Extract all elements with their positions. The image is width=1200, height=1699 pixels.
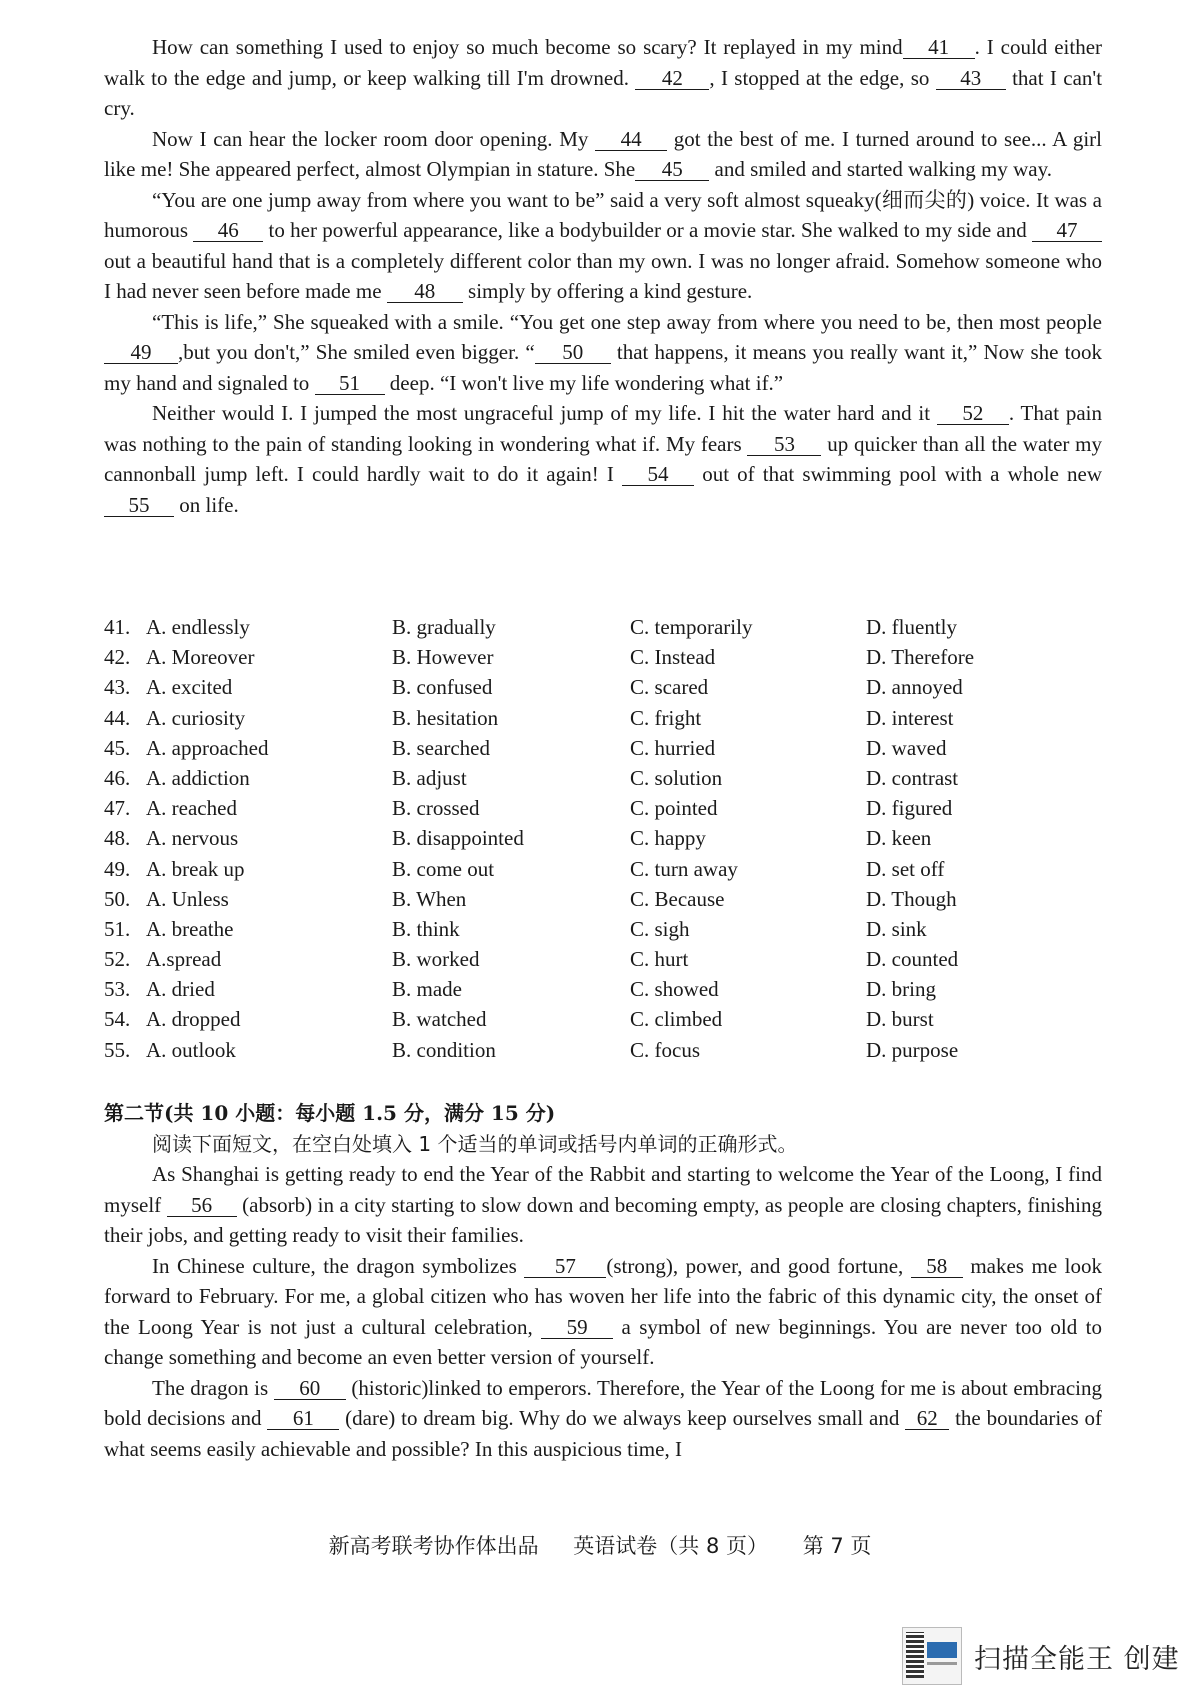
option-d[interactable]: D. interest [866, 705, 954, 730]
question-number: 49. [104, 856, 131, 881]
text: (strong), power, and good fortune, [606, 1253, 904, 1278]
option-row-47 [104, 793, 1102, 823]
option-b[interactable]: B. When [392, 886, 467, 911]
option-a[interactable]: A. endlessly [146, 615, 250, 639]
qr-code-icon [906, 1632, 924, 1678]
question-number: 41. [104, 615, 131, 639]
section-instruction: 阅读下面短文，在空白处填入 1 个适当的单词或括号内单词的正确形式。 [152, 1131, 798, 1156]
option-c[interactable]: C. sigh [630, 916, 690, 941]
question-number: 42. [104, 645, 131, 670]
option-row-53 [104, 974, 1102, 1004]
page-footer [0, 1530, 1200, 1560]
blank-56[interactable]: 56 [167, 1194, 237, 1217]
option-a[interactable]: A. curiosity [146, 705, 246, 730]
option-b[interactable]: B. watched [392, 1007, 487, 1032]
option-row-43 [104, 672, 1102, 702]
option-row-50 [104, 884, 1102, 914]
option-b[interactable]: B. However [392, 645, 494, 670]
question-number: 47. [104, 796, 131, 821]
option-c[interactable]: C. focus [630, 1037, 700, 1062]
option-d[interactable]: D. set off [866, 856, 945, 881]
blank-61[interactable]: 61 [267, 1407, 339, 1430]
blank-53[interactable]: 53 [747, 433, 821, 456]
option-row-49 [104, 854, 1102, 884]
section-2 [104, 1098, 1102, 1464]
option-d[interactable]: D. keen [866, 826, 932, 851]
option-c[interactable]: C. temporarily [630, 615, 753, 639]
text: “You are one jump away from where you want to be” said a very soft almost squeaky(细而尖的) voice. It was a humorous [104, 187, 1102, 242]
option-b[interactable]: B. crossed [392, 796, 480, 821]
option-a[interactable]: A. approached [146, 735, 269, 760]
option-b[interactable]: B. adjust [392, 765, 467, 790]
blank-41[interactable]: 41 [903, 36, 975, 59]
option-b[interactable]: B. gradually [392, 615, 496, 639]
blank-54[interactable]: 54 [622, 463, 694, 486]
question-number: 46. [104, 765, 131, 790]
scanner-logo-icon [902, 1627, 962, 1685]
blank-52[interactable]: 52 [937, 402, 1009, 425]
question-number: 51. [104, 916, 131, 941]
option-a[interactable]: A. breathe [146, 916, 234, 941]
paragraph-3 [104, 185, 1102, 307]
blank-51[interactable]: 51 [315, 372, 385, 395]
text: on life. [179, 492, 239, 517]
option-d[interactable]: D. contrast [866, 765, 959, 790]
paragraph-s2-3 [104, 1373, 1102, 1465]
options-list [104, 612, 1102, 1065]
option-a[interactable]: A. Unless [146, 886, 229, 911]
footer-page-number: 第 7 页 [802, 1534, 872, 1558]
option-row-51 [104, 914, 1102, 944]
blank-45[interactable]: 45 [635, 158, 709, 181]
option-row-54 [104, 1004, 1102, 1034]
paragraph-2 [104, 124, 1102, 185]
option-b[interactable]: B. hesitation [392, 705, 499, 730]
scanner-watermark [902, 1628, 1180, 1684]
text: deep. “I won't live my life wondering what if.” [389, 370, 784, 395]
badge-icon [927, 1642, 957, 1658]
option-c[interactable]: C. Because [630, 886, 725, 911]
option-a[interactable]: A. dried [146, 977, 215, 1002]
text: a symbol of new beginnings. You are never too old to change something and become an even better version of yourself. [104, 1314, 1102, 1369]
paragraph-5 [104, 398, 1102, 520]
option-a[interactable]: A. reached [146, 796, 237, 821]
option-b[interactable]: B. confused [392, 675, 493, 700]
option-row-45 [104, 733, 1102, 763]
blank-57[interactable]: 57 [524, 1255, 606, 1278]
option-a[interactable]: A. Moreover [146, 645, 255, 670]
footer-exam: 英语试卷（共 8 页） [573, 1534, 768, 1558]
option-d[interactable]: D. fluently [866, 615, 957, 639]
question-number: 53. [104, 977, 131, 1002]
text: the boundaries of what seems easily achievable and possible? In this auspicious time, I [104, 1406, 1103, 1461]
option-d[interactable]: D. bring [866, 977, 936, 1002]
option-row-44 [104, 703, 1102, 733]
blank-48[interactable]: 48 [387, 280, 463, 303]
option-d[interactable]: D. figured [866, 796, 953, 821]
option-a[interactable]: A. break up [146, 856, 245, 881]
option-c[interactable]: C. climbed [630, 1007, 723, 1032]
text: As Shanghai is getting ready to end the Year of the Rabbit and starting to welcome the Year of the Loong, I find myself [104, 1162, 1102, 1217]
watermark-text: 扫描全能王 创建 [974, 1643, 1180, 1675]
text: (dare) to dream big. Why do we always keep ourselves small and [345, 1406, 900, 1430]
option-b[interactable]: B. searched [392, 735, 490, 760]
option-c[interactable]: C. solution [630, 765, 723, 790]
option-c[interactable]: C. hurried [630, 735, 716, 760]
blank-43[interactable]: 43 [936, 67, 1006, 90]
paragraph-4 [104, 307, 1102, 399]
footer-publisher: 新高考联考协作体出品 [328, 1534, 539, 1558]
option-d[interactable]: D. counted [866, 947, 959, 972]
option-c[interactable]: C. Instead [630, 645, 716, 670]
question-number: 52. [104, 947, 131, 972]
blank-60[interactable]: 60 [274, 1377, 346, 1400]
text: makes me look forward to February. For me, a global citizen who has woven her life into the fabric of this dynamic city, the onset of the Loong Year is not just a cultural celebration, [104, 1253, 1103, 1339]
option-a[interactable]: A. outlook [146, 1037, 236, 1062]
blank-47[interactable]: 47 [1032, 219, 1102, 242]
text: that I can't cry. [104, 65, 1103, 120]
option-c[interactable]: C. fright [630, 705, 702, 730]
blank-50[interactable]: 50 [535, 341, 611, 364]
option-b[interactable]: B. come out [392, 856, 495, 881]
text: out of that swimming pool with a whole new [702, 462, 1103, 486]
option-row-52 [104, 944, 1102, 974]
paragraph-1 [104, 32, 1102, 124]
text: . That pain was nothing to the pain of standing looking in wondering what if. My fears [104, 401, 1102, 456]
option-b[interactable]: B. condition [392, 1037, 496, 1062]
logo-line [927, 1662, 957, 1665]
blank-62[interactable]: 62 [905, 1407, 949, 1430]
option-row-55 [104, 1035, 1102, 1065]
blank-46[interactable]: 46 [193, 219, 263, 242]
text: Now I can hear the locker room door opening. My [152, 126, 589, 151]
paragraph-s2-1 [104, 1159, 1102, 1251]
blank-49[interactable]: 49 [104, 341, 178, 364]
text: got the best of me. I turned around to see... A girl like me! She appeared perfect, almost Olympian in stature. She [104, 126, 1103, 181]
text: In Chinese culture, the dragon symbolizes [152, 1253, 517, 1278]
text: simply by offering a kind gesture. [468, 279, 753, 303]
question-number: 48. [104, 826, 131, 851]
option-b[interactable]: B. worked [392, 947, 480, 972]
option-a[interactable]: A. nervous [146, 826, 239, 851]
option-c[interactable]: C. hurt [630, 947, 689, 972]
option-b[interactable]: B. made [392, 977, 462, 1002]
option-b[interactable]: B. think [392, 916, 460, 941]
text: . I could either walk to the edge and jump, or keep walking till I'm drowned. [104, 35, 1103, 90]
section-title: 第二节(共 10 小题：每小题 1.5 分，满分 15 分) [104, 1101, 556, 1125]
option-d[interactable]: D. Though [866, 886, 957, 911]
option-a[interactable]: A. excited [146, 675, 233, 700]
option-a[interactable]: A. dropped [146, 1007, 241, 1032]
blank-59[interactable]: 59 [541, 1316, 613, 1339]
option-d[interactable]: D. annoyed [866, 675, 963, 700]
text: The dragon is [152, 1375, 269, 1400]
option-d[interactable]: D. waved [866, 735, 947, 760]
text: out a beautiful hand that is a completely different color than my own. I was no longer afraid. Somehow someone who I had never seen before made me [104, 248, 1102, 303]
option-c[interactable]: C. pointed [630, 796, 718, 821]
option-c[interactable]: C. scared [630, 675, 709, 700]
option-b[interactable]: B. disappointed [392, 826, 524, 851]
text: to her powerful appearance, like a bodybuilder or a movie star. She walked to my side and [268, 218, 1027, 242]
option-d[interactable]: D. burst [866, 1007, 934, 1032]
text: that happens, it means you really want it,” Now she took my hand and signaled to [104, 340, 1102, 395]
text: and smiled and started walking my way. [714, 157, 1052, 181]
option-a[interactable]: A. addiction [146, 765, 250, 790]
blank-55[interactable]: 55 [104, 494, 174, 517]
question-number: 54. [104, 1007, 131, 1032]
option-c[interactable]: C. happy [630, 826, 706, 851]
text: , I stopped at the edge, so [709, 65, 930, 90]
option-c[interactable]: C. turn away [630, 856, 738, 881]
passage-cloze [104, 32, 1102, 520]
text: (absorb) in a city starting to slow down and becoming empty, as people are closing chapters, finishing their jobs, and getting ready to visit their families. [104, 1192, 1103, 1247]
option-d[interactable]: D. purpose [866, 1037, 959, 1062]
question-number: 45. [104, 735, 131, 760]
text: up quicker than all the water my cannonball jump left. I could hardly wait to do it again! I [104, 431, 1103, 486]
text: (historic)linked to emperors. Therefore, the Year of the Loong for me is about embracing bold decisions and [104, 1375, 1102, 1430]
question-number: 50. [104, 886, 131, 911]
question-number: 43. [104, 675, 131, 700]
option-row-46 [104, 763, 1102, 793]
text: How can something I used to enjoy so much become so scary? It replayed in my mind [152, 35, 903, 59]
question-number: 44. [104, 705, 131, 730]
option-row-48 [104, 823, 1102, 853]
text: ,but you don't,” She smiled even bigger. “ [178, 340, 535, 364]
blank-58[interactable]: 58 [911, 1255, 963, 1278]
blank-42[interactable]: 42 [635, 67, 709, 90]
text: Neither would I. I jumped the most ungraceful jump of my life. I hit the water hard and it [152, 401, 931, 425]
option-d[interactable]: D. Therefore [866, 645, 975, 670]
text: “This is life,” She squeaked with a smile. “You get one step away from where you need to be, then most people [152, 309, 1102, 334]
option-row-42 [104, 642, 1102, 672]
option-a[interactable]: A.spread [146, 947, 222, 972]
paragraph-s2-2 [104, 1251, 1102, 1373]
question-number: 55. [104, 1037, 131, 1062]
option-d[interactable]: D. sink [866, 916, 927, 941]
blank-44[interactable]: 44 [595, 128, 667, 151]
option-row-41 [104, 612, 1102, 642]
option-c[interactable]: C. showed [630, 977, 719, 1002]
